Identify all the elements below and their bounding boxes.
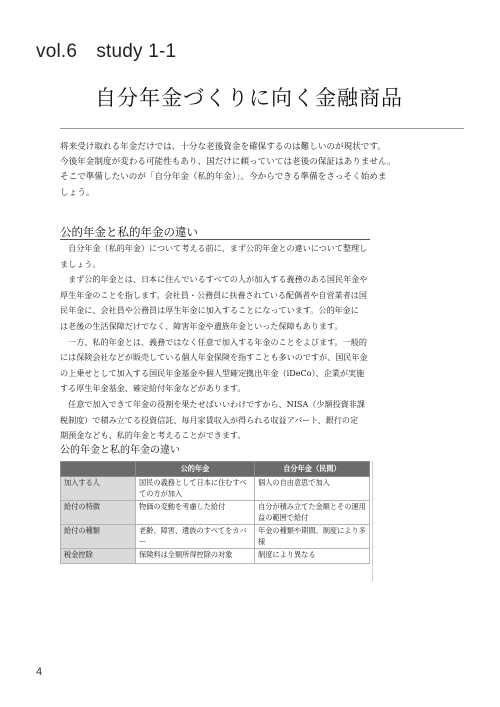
- row-label: 加入する人: [61, 477, 136, 501]
- cell-public: 物価の変動を考慮した給付: [136, 501, 255, 525]
- title-divider: [60, 128, 464, 129]
- body-line: の上乗せとして加入する国民年金基金や個人型確定拠出年金（iDeCo）、企業が実施: [60, 367, 365, 378]
- body-line: 厚生年金のことを指します。会社員・公務員に扶養されている配偶者や自営業者は国: [60, 289, 367, 300]
- body-line: 期預金なども、私的年金と考えることができます。: [60, 430, 246, 441]
- intro-paragraph: [60, 140, 460, 201]
- cell-private: 制度により異なる: [255, 549, 370, 564]
- page-number: 4: [36, 666, 43, 678]
- row-label: 給付の種類: [61, 525, 136, 549]
- table-header-row: [61, 462, 370, 477]
- comparison-table: [60, 461, 370, 564]
- body-line: する厚生年金基金、確定給付年金などがあります。: [60, 383, 246, 394]
- table-row: [61, 501, 370, 525]
- body-line: 自分年金（私的年金）について考える前に、まず公的年金との違いについて整理し: [60, 243, 368, 253]
- cell-public: 保険料は全額所得控除の対象: [136, 549, 255, 564]
- body-line: には保険会社などが販売している個人年金保険を指すことも多いのですが、国民年金: [60, 352, 368, 363]
- table-row: [61, 477, 370, 501]
- section-heading-underline: [60, 239, 370, 240]
- body-line: 一方、私的年金とは、義務ではなく任意で加入する年金のことをよびます。一般的: [60, 336, 367, 347]
- body-line: 税制度）で積み立てる投資信託、毎月家賃収入が得られる収益アパート、銀行の定: [60, 414, 359, 425]
- table-header-empty: [61, 462, 136, 477]
- cell-public: 国民の義務として日本に住むすべての方が加入: [136, 477, 255, 501]
- intro-line: 今後年金制度が変わる可能性もあり、国だけに頼っていては老後の保証はありません。: [60, 157, 396, 168]
- table-row: [61, 549, 370, 564]
- table-title: 公的年金と私的年金の違い: [60, 445, 180, 456]
- table-header-public: 公的年金: [136, 462, 255, 477]
- section-heading: 公的年金と私的年金の違い: [60, 225, 198, 239]
- intro-line: しょう。: [60, 187, 95, 198]
- row-label: 税金控除: [61, 549, 136, 564]
- cell-private: 個人の自由意思で加入: [255, 477, 370, 501]
- body-line: ましょう。: [60, 258, 101, 269]
- intro-line: 将来受け取れる年金だけでは、十分な老後資金を確保するのは難しいのが現状です。: [60, 142, 386, 152]
- table-row: [61, 525, 370, 549]
- volume-label: vol.6 study 1-1: [36, 41, 177, 62]
- cell-private: 年金の種類や期間、制度により多様: [255, 525, 370, 549]
- page-title: 自分年金づくりに向く金融商品: [95, 86, 403, 110]
- cell-private: 自分が積み立てた金額とその運用益の範囲で給付: [255, 501, 370, 525]
- cell-public: 老齢、障害、遺族のすべてをカバー: [136, 525, 255, 549]
- row-label: 給付の特徴: [61, 501, 136, 525]
- section-body: [60, 241, 460, 444]
- body-line: 民年金に、会社員や公務員は厚生年金に加入することになっています。公的年金に: [60, 305, 359, 316]
- body-line: 任意で加入できて年金の役割を果たせばいいわけですから、NISA（少額投資非課: [60, 398, 365, 409]
- intro-line: そこで準備したいのが「自分年金（私的年金）」。今からできる準備をさっそく始めま: [60, 172, 387, 183]
- body-line: まず公的年金とは、日本に住んでいるすべての人が加入する義務のある国民年金や: [60, 274, 368, 285]
- body-line: は老後の生活保障だけでなく、障害年金や遺族年金といった保障もあります。: [60, 320, 343, 331]
- table-side-rule: [372, 461, 373, 581]
- table-header-private: 自分年金（民間）: [255, 462, 370, 477]
